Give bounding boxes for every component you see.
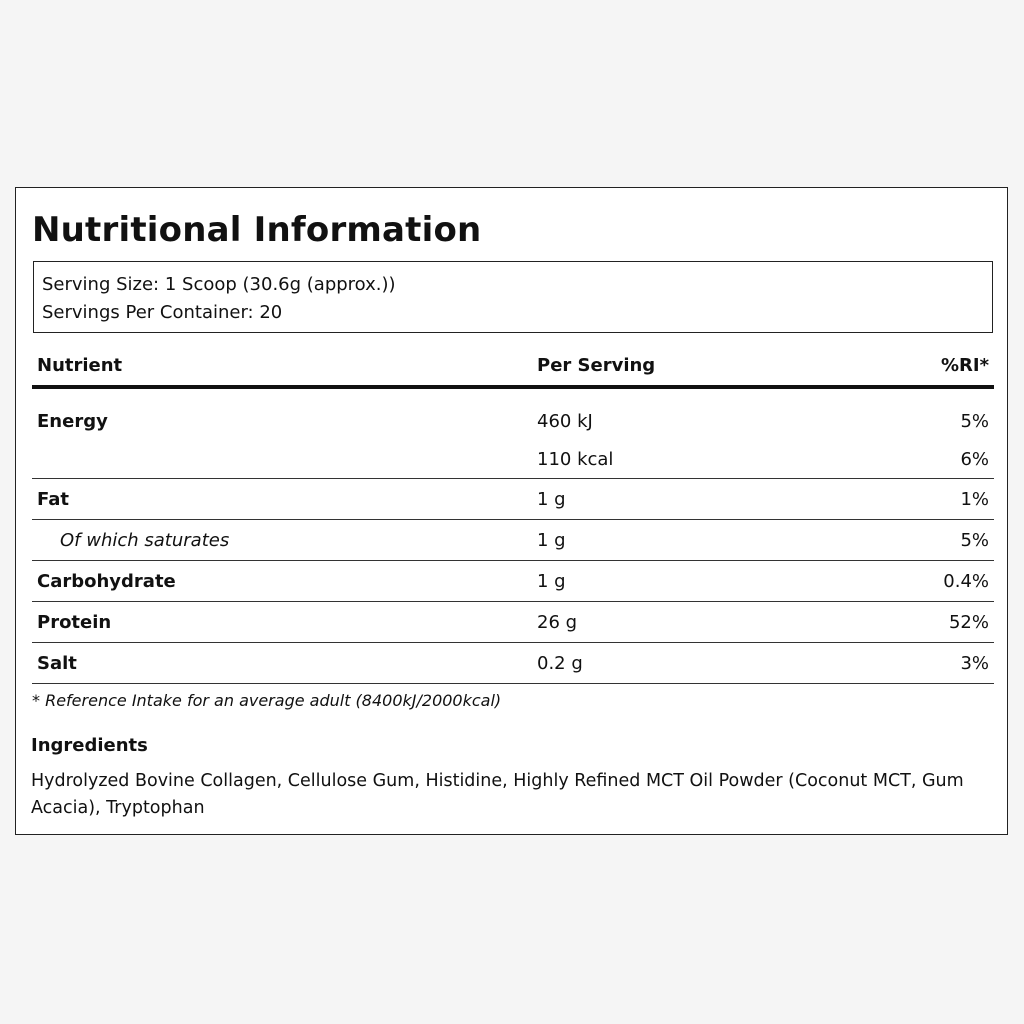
nutrition-label-panel [15, 187, 1008, 835]
nutrient-name: Carbohydrate [37, 570, 176, 592]
per-serving-value: 110 kcal [537, 449, 614, 470]
header-ri: %RI* [940, 355, 989, 376]
ri-footnote: * Reference Intake for an average adult (8400kJ/2000kcal) [32, 691, 502, 710]
ri-value: 0.4% [943, 570, 989, 592]
ri-value: 5% [960, 529, 989, 551]
table-row [32, 401, 994, 441]
table-header-row [32, 346, 994, 389]
per-serving-value: 0.2 g [537, 652, 583, 674]
nutrient-name: Fat [37, 488, 69, 510]
serving-info-box [33, 261, 993, 333]
nutrient-name: Of which saturates [60, 529, 230, 551]
header-per-serving: Per Serving [537, 355, 656, 376]
table-row [32, 520, 994, 561]
per-serving-value: 1 g [537, 570, 566, 592]
table-row [32, 643, 994, 684]
table-row [32, 441, 994, 479]
per-serving-value: 26 g [537, 611, 578, 633]
ri-value: 5% [960, 410, 989, 432]
header-nutrient: Nutrient [37, 355, 123, 376]
per-serving-value: 1 g [537, 529, 566, 551]
table-row [32, 561, 994, 602]
ri-value: 52% [948, 611, 989, 633]
label-title: Nutritional Information [32, 210, 482, 250]
servings-per-container: Servings Per Container: 20 [42, 302, 283, 323]
nutrition-table [32, 346, 994, 684]
per-serving-value: 460 kJ [537, 410, 593, 432]
nutrient-name: Energy [37, 410, 108, 432]
ingredients-text: Hydrolyzed Bovine Collagen, Cellulose Gum, Histidine, Highly Refined MCT Oil Powder (Coconut MCT, Gum Acacia), Tryptophan [31, 771, 964, 818]
ingredients-heading: Ingredients [31, 735, 148, 756]
nutrient-name: Salt [37, 652, 77, 674]
table-row [32, 479, 994, 520]
serving-size: Serving Size: 1 Scoop (30.6g (approx.)) [42, 274, 396, 295]
ri-value: 3% [960, 652, 989, 674]
nutrient-name: Protein [37, 611, 112, 633]
ri-value: 1% [960, 488, 989, 510]
per-serving-value: 1 g [537, 488, 566, 510]
table-row [32, 602, 994, 643]
ri-value: 6% [960, 449, 989, 470]
